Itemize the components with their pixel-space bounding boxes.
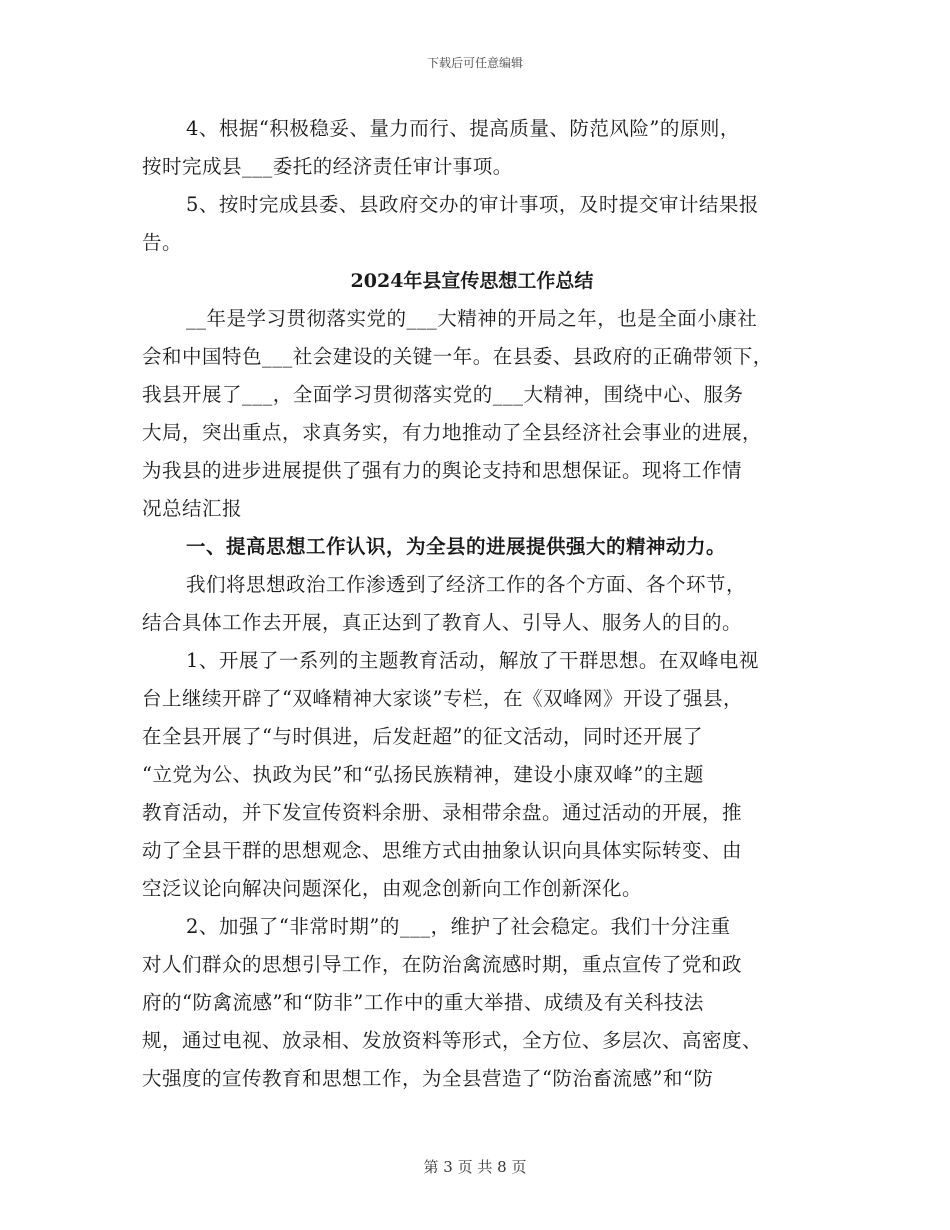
paragraph-line: 会和中国特色___社会建设的关键一年。在县委、县政府的正确带领下， [142,345,773,368]
paragraph-line: 大局，突出重点，求真务实，有力地推动了全县经济社会事业的进展， [142,421,763,444]
paragraph-line: 按时完成县___委托的经济责任审计事项。 [142,155,513,178]
document-title: 2024年县宣传思想工作总结 [350,270,594,292]
paragraph-line: 我们将思想政治工作渗透到了经济工作的各个方面、各个环节， [186,573,747,596]
paragraph-line: 1、开展了一系列的主题教育活动，解放了干群思想。在双峰电视 [186,649,759,672]
paragraph-line: 空泛议论向解决问题深化，由观念创新向工作创新深化。 [142,877,643,900]
document-body [142,110,812,1098]
paragraph-line: 4、根据“积极稳妥、量力而行、提高质量、防范风险”的原则， [186,117,740,140]
section-heading: 一、提高思想工作认识，为全县的进展提供强大的精神动力。 [186,535,727,558]
paragraph-line: 对人们群众的思想引导工作，在防治禽流感时期，重点宣传了党和政 [142,953,743,976]
paragraph-line: 2、加强了“非常时期”的___，维护了社会稳定。我们十分注重 [186,915,731,938]
paragraph-line: 告。 [142,231,183,254]
paragraph-line: 为我县的进步进展提供了强有力的舆论支持和思想保证。现将工作情 [142,459,743,482]
paragraph-line: “立党为公、执政为民”和“弘扬民族精神，建设小康双峰”的主题 [142,763,704,786]
paragraph-line: 结合具体工作去开展，真正达到了教育人、引导人、服务人的目的。 [142,611,743,634]
paragraph-line: 5、按时完成县委、县政府交办的审计事项，及时提交审计结果报 [186,193,759,216]
paragraph-line: 动了全县干群的思想观念、思维方式由抽象认识向具体实际转变、由 [142,839,743,862]
paragraph-line: 我县开展了___，全面学习贯彻落实党的___大精神，围绕中心、服务 [142,383,744,406]
paragraph-line: 况总结汇报 [142,497,243,520]
paragraph-line: 教育活动，并下发宣传资料余册、录相带余盘。通过活动的开展，推 [142,801,743,824]
paragraph-line: 府的“防禽流感”和“防非”工作中的重大举措、成绩及有关科技法 [142,991,704,1014]
paragraph-line: 规，通过电视、放录相、发放资料等形式，全方位、多层次、高密度、 [142,1029,763,1052]
paragraph-line: 台上继续开辟了“双峰精神大家谈”专栏，在《双峰网》开设了强县， [142,687,743,710]
page-header-note: 下载后可任意编辑 [426,56,523,70]
page-number: 第 3 页 共 8 页 [423,1158,527,1176]
paragraph-line: 大强度的宣传教育和思想工作，为全县营造了“防治畜流感”和“防 [142,1067,714,1090]
paragraph-line: 在全县开展了“与时俱进，后发赶超”的征文活动，同时还开展了 [142,725,703,748]
paragraph-line: __年是学习贯彻落实党的___大精神的开局之年，也是全面小康社 [186,307,758,330]
